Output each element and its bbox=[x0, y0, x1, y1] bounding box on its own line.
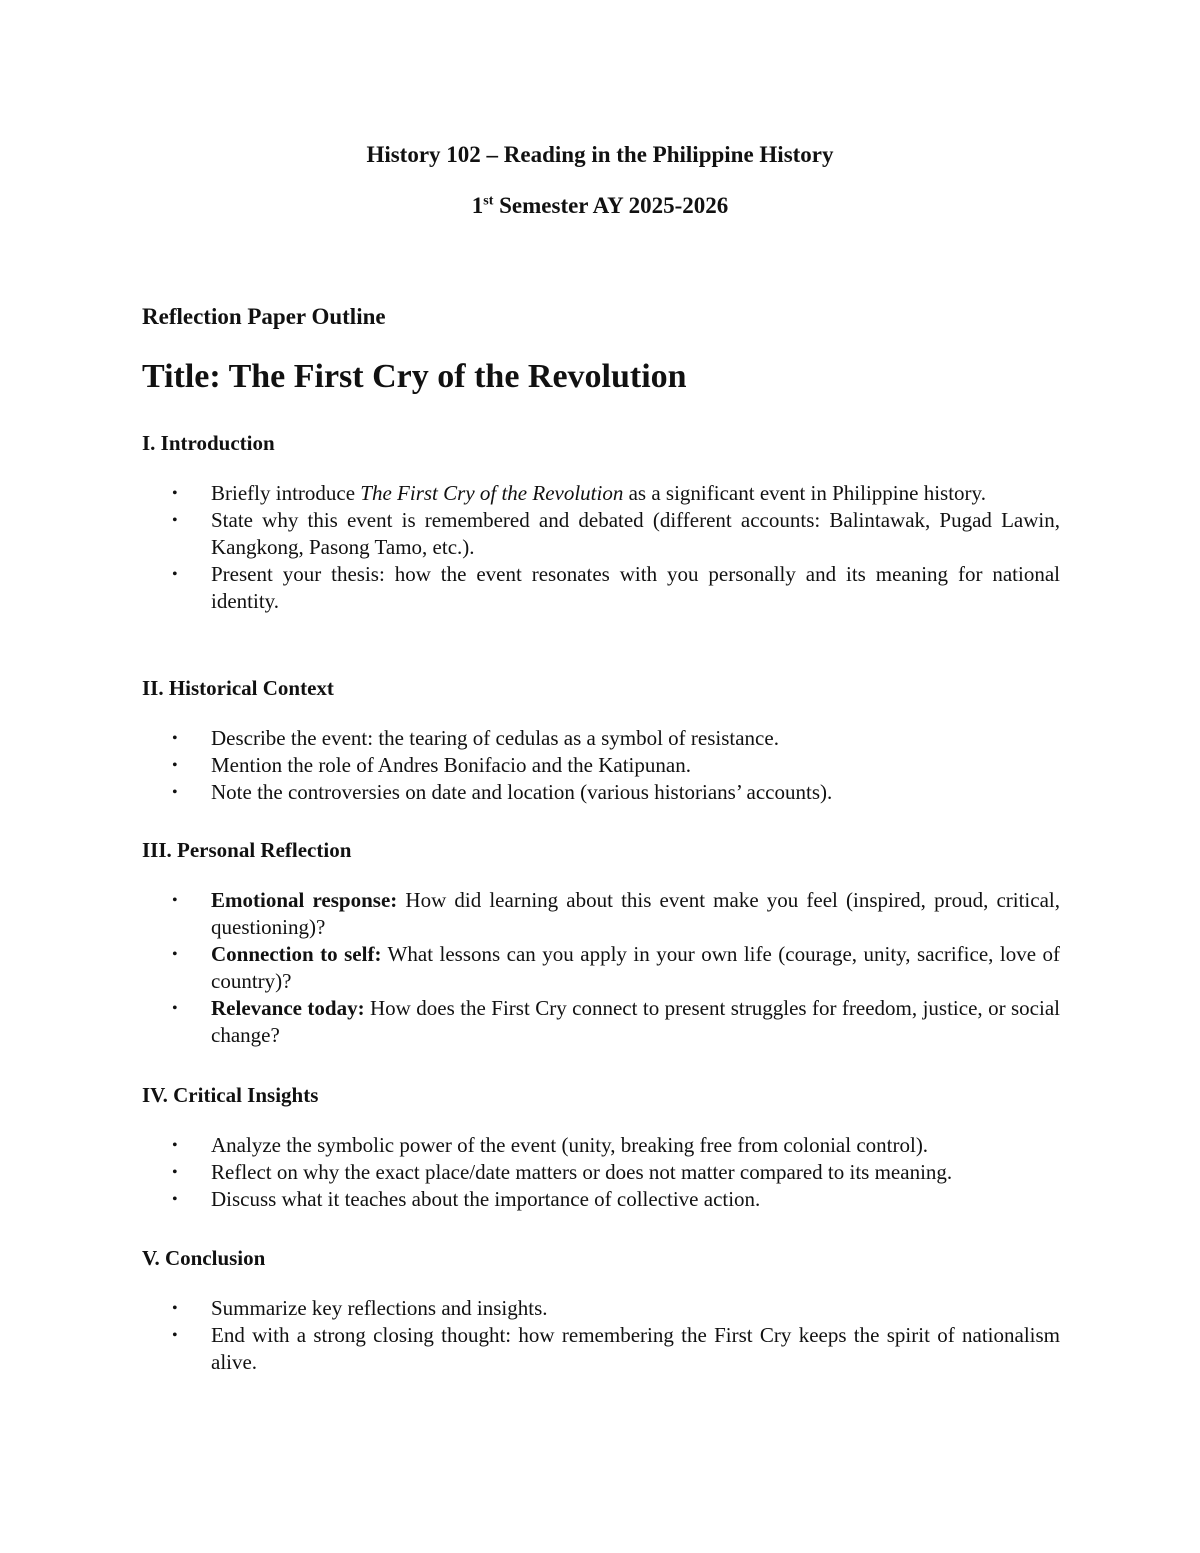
item-text: as a significant event in Philippine history. bbox=[623, 481, 986, 505]
list-item bbox=[142, 752, 1060, 779]
list-item bbox=[142, 561, 1060, 615]
item-label: Emotional response: bbox=[211, 888, 398, 912]
outline-label: Reflection Paper Outline bbox=[142, 304, 386, 329]
bullet-icon: • bbox=[172, 1137, 178, 1154]
section-heading: III. Personal Reflection bbox=[142, 838, 352, 862]
list-item bbox=[142, 1186, 1060, 1213]
item-text: How does the First Cry connect to present struggles for freedom, justice, or social change? bbox=[211, 996, 1060, 1047]
semester-suffix: st bbox=[483, 193, 494, 209]
section-personal-reflection bbox=[142, 835, 1060, 1049]
list-item bbox=[142, 779, 1060, 806]
list-item bbox=[142, 507, 1060, 561]
list-item bbox=[142, 480, 1060, 507]
item-label: Relevance today: bbox=[211, 996, 365, 1020]
item-label: Connection to self: bbox=[211, 942, 382, 966]
section-heading: I. Introduction bbox=[142, 431, 275, 455]
section-heading: II. Historical Context bbox=[142, 676, 334, 700]
bullet-icon: • bbox=[172, 757, 178, 774]
bullet-icon: • bbox=[172, 946, 178, 963]
bullet-icon: • bbox=[172, 1191, 178, 1208]
bullet-list bbox=[142, 1132, 1060, 1213]
section-heading: V. Conclusion bbox=[142, 1246, 266, 1270]
list-item bbox=[142, 1132, 1060, 1159]
list-item bbox=[142, 725, 1060, 752]
section-heading: IV. Critical Insights bbox=[142, 1083, 319, 1107]
bullet-list bbox=[142, 480, 1060, 615]
bullet-icon: • bbox=[172, 730, 178, 747]
item-text: Summarize key reflections and insights. bbox=[211, 1296, 548, 1320]
item-text: Reflect on why the exact place/date matters or does not matter compared to its meaning. bbox=[211, 1160, 953, 1184]
bullet-icon: • bbox=[172, 1000, 178, 1017]
semester-ordinal: 1 bbox=[471, 193, 484, 218]
item-text: State why this event is remembered and debated (different accounts: Balintawak, Pugad Lawin, Kangkong, Pasong Tamo, etc.). bbox=[211, 508, 1060, 559]
bullet-icon: • bbox=[172, 1327, 178, 1344]
item-text: Present your thesis: how the event resonates with you personally and its meaning for national identity. bbox=[211, 562, 1060, 613]
list-item bbox=[142, 941, 1060, 995]
item-text: Discuss what it teaches about the importance of collective action. bbox=[211, 1187, 761, 1211]
bullet-icon: • bbox=[172, 892, 178, 909]
bullet-icon: • bbox=[172, 485, 178, 502]
item-text: How did learning about this event make you feel (inspired, proud, critical, questioning)? bbox=[211, 888, 1060, 939]
item-text: What lessons can you apply in your own life (courage, unity, sacrifice, love of country)? bbox=[211, 942, 1060, 993]
bullet-icon: • bbox=[172, 566, 178, 583]
list-item bbox=[142, 1295, 1060, 1322]
bullet-icon: • bbox=[172, 1164, 178, 1181]
section-conclusion bbox=[142, 1243, 1060, 1376]
section-historical-context bbox=[142, 673, 1060, 806]
item-text: Mention the role of Andres Bonifacio and the Katipunan. bbox=[211, 753, 691, 777]
item-text: Briefly introduce bbox=[211, 481, 361, 505]
document-title: Title: The First Cry of the Revolution bbox=[142, 358, 687, 395]
item-text: End with a strong closing thought: how remembering the First Cry keeps the spirit of nationalism alive. bbox=[211, 1323, 1060, 1374]
semester-line bbox=[0, 193, 1200, 219]
semester-rest: Semester AY 2025-2026 bbox=[493, 193, 729, 218]
item-text: Analyze the symbolic power of the event (unity, breaking free from colonial control). bbox=[211, 1133, 929, 1157]
course-title: History 102 – Reading in the Philippine History bbox=[366, 142, 834, 167]
bullet-list bbox=[142, 887, 1060, 1049]
item-text: Describe the event: the tearing of cedulas as a symbol of resistance. bbox=[211, 726, 779, 750]
item-emphasis: The First Cry of the Revolution bbox=[360, 481, 624, 505]
bullet-list bbox=[142, 725, 1060, 806]
list-item bbox=[142, 995, 1060, 1049]
section-introduction bbox=[142, 428, 1060, 615]
bullet-icon: • bbox=[172, 1300, 178, 1317]
bullet-icon: • bbox=[172, 784, 178, 801]
list-item bbox=[142, 1159, 1060, 1186]
list-item bbox=[142, 887, 1060, 941]
bullet-icon: • bbox=[172, 512, 178, 529]
bullet-list bbox=[142, 1295, 1060, 1376]
section-critical-insights bbox=[142, 1080, 1060, 1213]
item-text: Note the controversies on date and location (various historians’ accounts). bbox=[211, 780, 833, 804]
list-item bbox=[142, 1322, 1060, 1376]
